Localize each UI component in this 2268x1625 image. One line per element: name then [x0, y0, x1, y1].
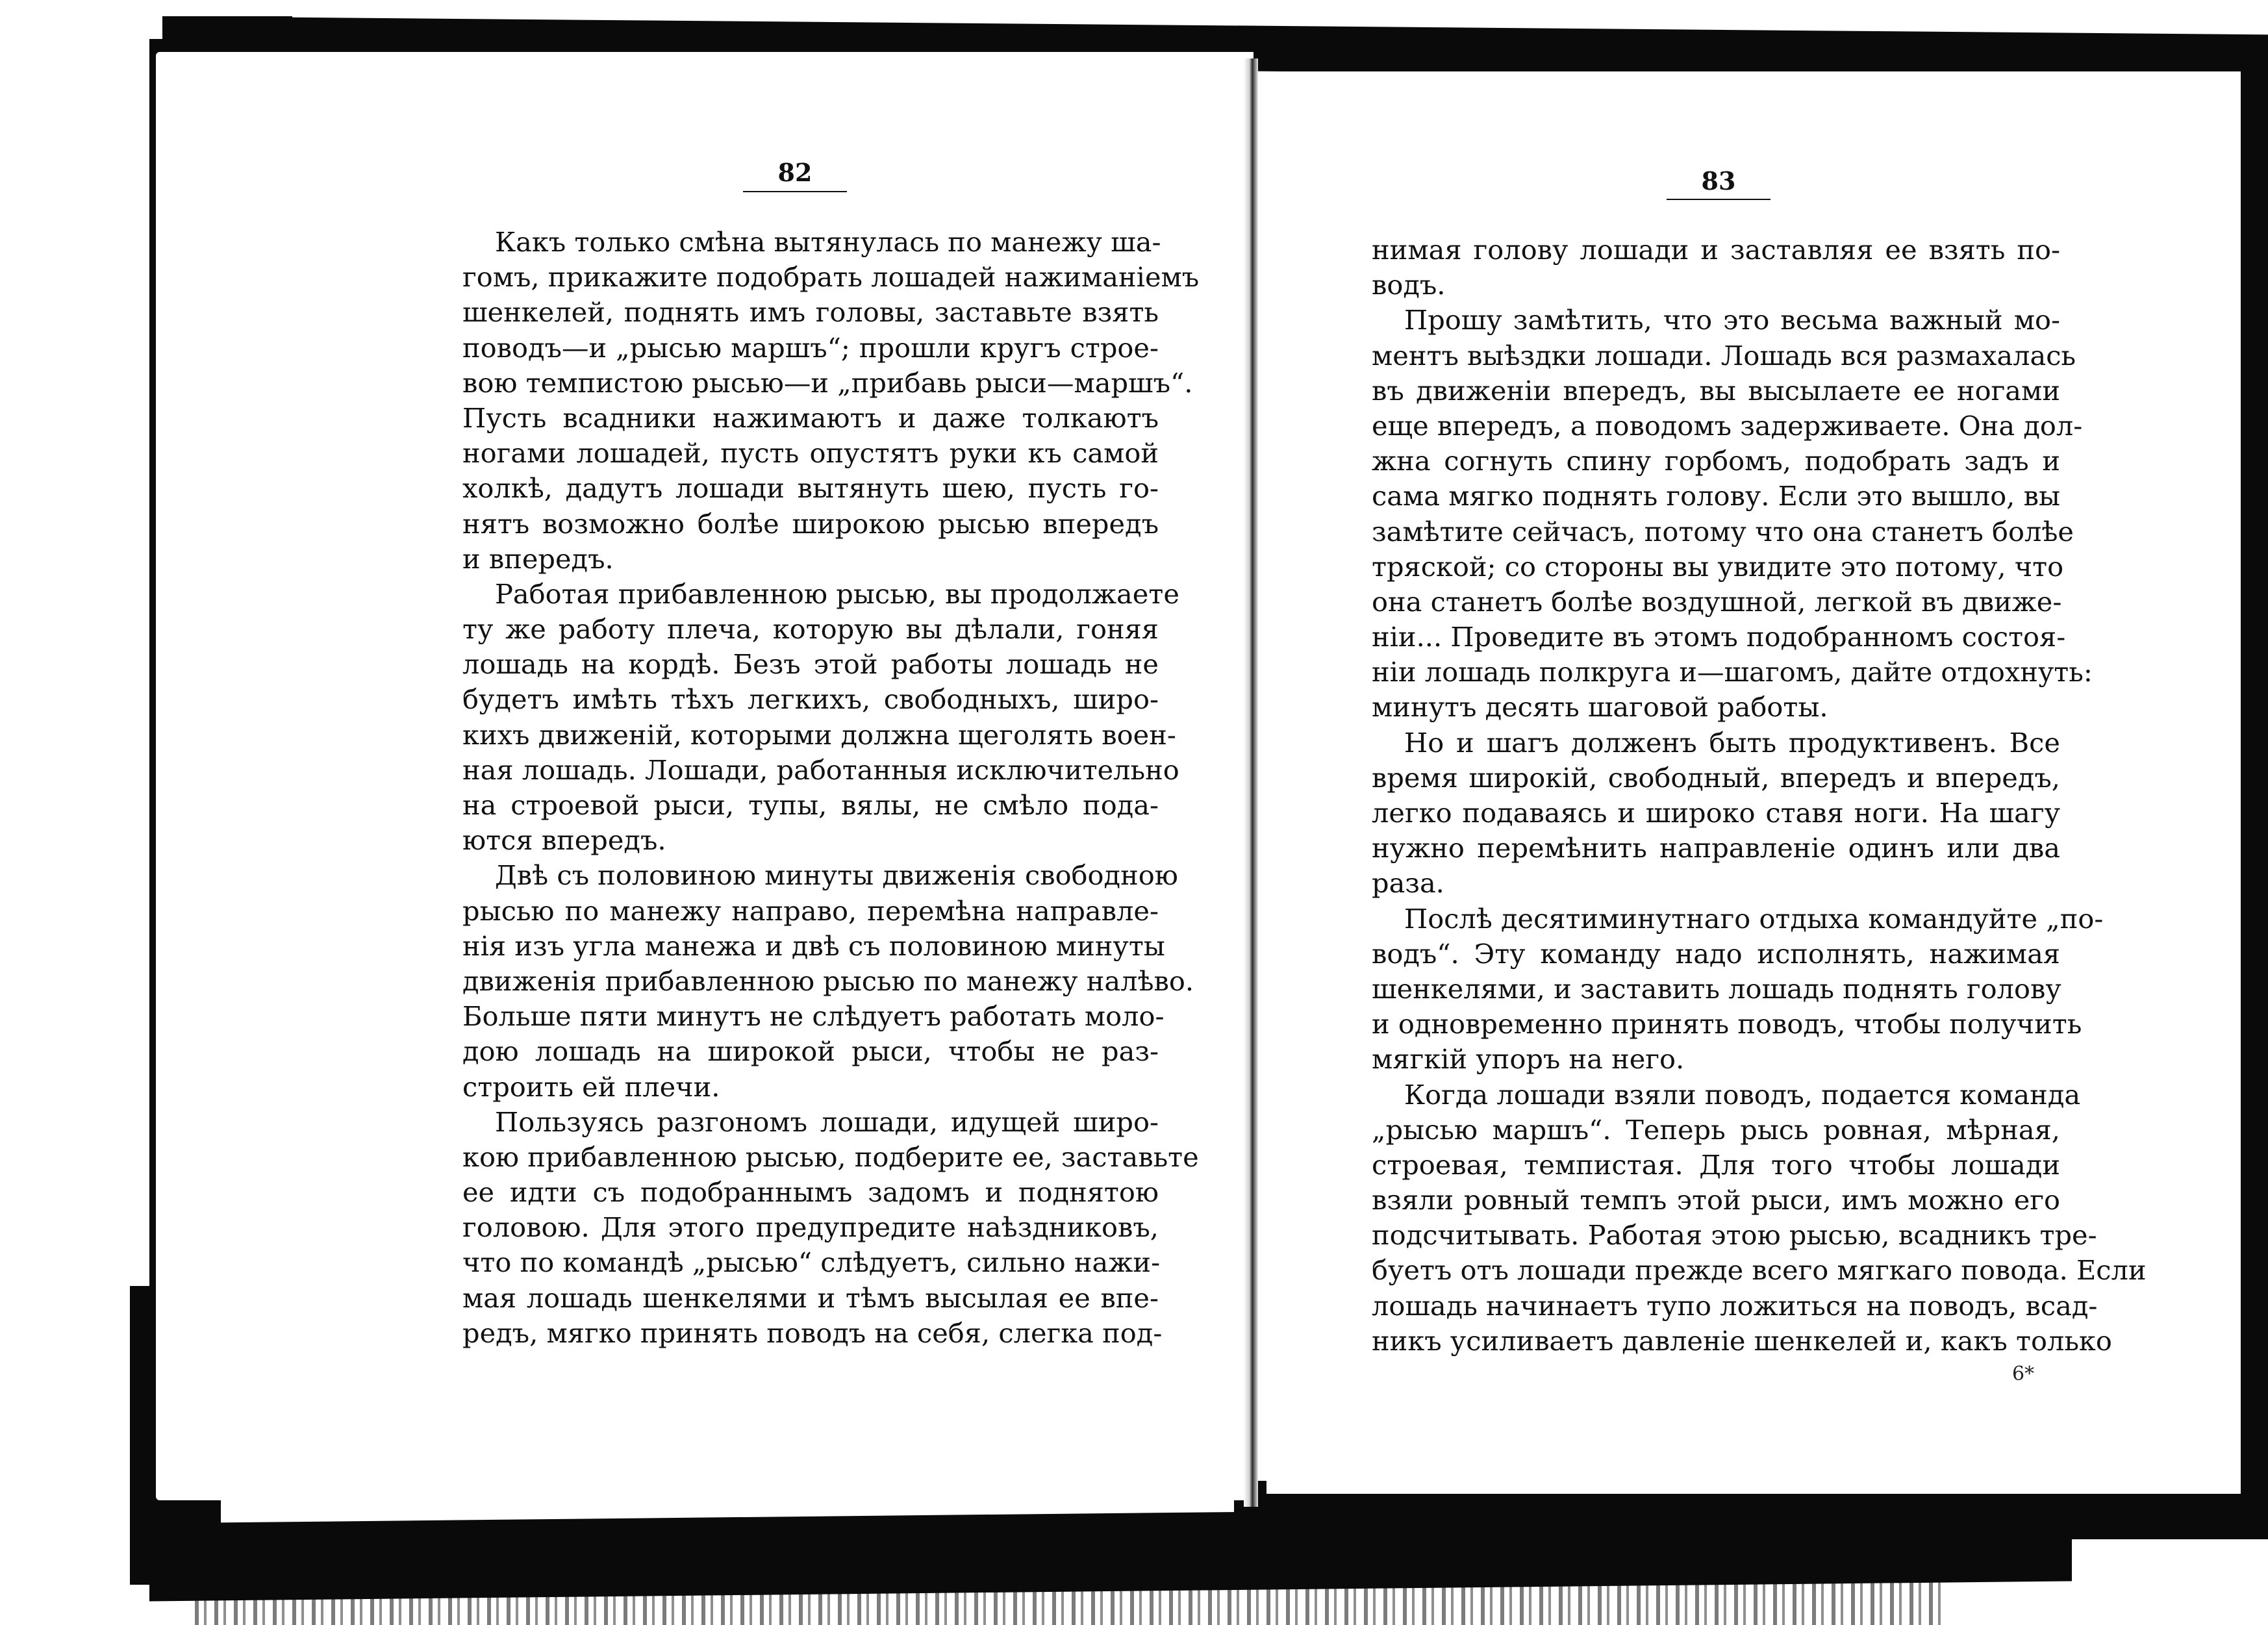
- text-line: раза.: [1372, 867, 1444, 900]
- text-line: ная лошадь. Лошади, работанныя исключительно: [462, 753, 1179, 786]
- text-line: шенкелями, и заставить лошадь поднять голову: [1372, 972, 2061, 1005]
- right-page-text: [1372, 233, 2147, 1359]
- text-line: движенія прибавленною рысью по манежу налѣво.: [462, 964, 1194, 997]
- text-line: головою. Для этого предупредите наѣздниковъ,: [462, 1211, 1159, 1244]
- text-line: ту же работу плеча, которую вы дѣлали, гоняя: [462, 613, 1159, 646]
- text-line: водъ.: [1372, 269, 1446, 301]
- text-line: кихъ движеній, которыми должна щеголять воен-: [462, 718, 1176, 751]
- punch-hole-top: [92, 457, 140, 505]
- left-page-number: 82: [777, 158, 813, 187]
- text-line: легко подаваясь и широко ставя ноги. На шагу: [1372, 797, 2060, 829]
- text-line: буетъ отъ лошади прежде всего мягкаго повода. Если: [1372, 1254, 2147, 1287]
- text-line: нія изъ угла манежа и двѣ съ половиною минуты: [462, 929, 1165, 962]
- text-line: подсчитывать. Работая этою рысью, всадникъ тре-: [1372, 1219, 2097, 1252]
- signature-mark: 6*: [2012, 1363, 2035, 1385]
- text-line: ногами лошадей, пусть опустятъ руки къ самой: [462, 437, 1159, 470]
- text-line: водъ“. Эту команду надо исполнять, нажимая: [1372, 937, 2060, 970]
- text-line: холкѣ, дадутъ лошади вытянуть шею, пусть го-: [462, 472, 1159, 505]
- left-page-rule: [743, 191, 847, 192]
- text-line: сама мягко поднять голову. Если это вышло, вы: [1372, 480, 2060, 512]
- text-line: и впередъ.: [462, 542, 614, 575]
- text-line: ніи... Проведите въ этомъ подобранномъ состоя-: [1372, 621, 2066, 653]
- text-line: жна согнуть спину горбомъ, подобрать задъ и: [1372, 445, 2060, 477]
- text-line: Двѣ съ половиною минуты движенія свободною: [495, 859, 1178, 892]
- text-line: гомъ, прикажите подобрать лошадей нажиманіемъ: [462, 261, 1200, 294]
- text-line: Пользуясь разгономъ лошади, идущей широ-: [495, 1105, 1159, 1138]
- text-line: на строевой рыси, тупы, вялы, не смѣло пода-: [462, 789, 1159, 821]
- text-line: нимая голову лошади и заставляя ее взять по-: [1372, 234, 2060, 266]
- text-line: кою прибавленною рысью, подберите ее, заставьте: [462, 1140, 1199, 1173]
- text-line: строевая, темпистая. Для того чтобы лошади: [1372, 1148, 2060, 1181]
- text-line: будетъ имѣть тѣхъ легкихъ, свободныхъ, широ-: [462, 683, 1159, 716]
- text-line: строить ей плечи.: [462, 1070, 720, 1103]
- text-line: редъ, мягко принять поводъ на себя, слегка под-: [462, 1316, 1163, 1349]
- text-line: лошадь начинаетъ тупо ложиться на поводъ, всад-: [1372, 1289, 2098, 1322]
- text-line: нужно перемѣнить направленіе одинъ или два: [1372, 832, 2060, 864]
- text-line: Работая прибавленною рысью, вы продолжаете: [495, 577, 1179, 610]
- text-line: дою лошадь на широкой рыси, чтобы не раз-: [462, 1035, 1159, 1068]
- punch-hole-bottom: [90, 1073, 138, 1121]
- text-line: нятъ возможно болѣе широкою рысью впередъ: [462, 507, 1159, 540]
- text-line: она станетъ болѣе воздушной, легкой въ движе-: [1372, 585, 2062, 618]
- text-line: Прошу замѣтить, что это весьма важный мо-: [1404, 304, 2060, 336]
- text-line: ментъ выѣздки лошади. Лошадь вся размахалась: [1372, 339, 2076, 372]
- text-line: Когда лошади взяли поводъ, подается команда: [1404, 1078, 2081, 1111]
- text-line: Послѣ десятиминутнаго отдыха командуйте „по-: [1404, 902, 2104, 935]
- text-line: Какъ только смѣна вытянулась по манежу ша-: [495, 226, 1161, 258]
- text-line: Больше пяти минутъ не слѣдуетъ работать моло-: [462, 1000, 1165, 1033]
- book-gutter: [1244, 58, 1258, 1507]
- text-line: лошадь на кордѣ. Безъ этой работы лошадь не: [462, 648, 1159, 681]
- text-line: ее идти съ подобраннымъ задомъ и поднятою: [462, 1176, 1159, 1209]
- text-line: въ движеніи впередъ, вы высылаете ее ногами: [1372, 374, 2060, 407]
- text-line: что по командѣ „рысью“ слѣдуетъ, сильно нажи-: [462, 1246, 1161, 1279]
- text-line: мая лошадь шенкелями и тѣмъ высылая ее впе-: [462, 1281, 1159, 1314]
- text-line: рысью по манежу направо, перемѣна направле-: [462, 894, 1159, 927]
- text-line: ются впередъ.: [462, 824, 666, 857]
- text-line: тряской; со стороны вы увидите это потому, что: [1372, 550, 2064, 583]
- left-page-text: [462, 225, 1200, 1351]
- text-line: мягкій упоръ на него.: [1372, 1043, 1685, 1076]
- right-page-number: 83: [1701, 166, 1736, 195]
- text-line: Но и шагъ долженъ быть продуктивенъ. Все: [1404, 726, 2060, 759]
- text-line: и одновременно принять поводъ, чтобы получить: [1372, 1008, 2082, 1040]
- text-line: поводъ—и „рысью маршъ“; прошли кругъ строе-: [462, 331, 1159, 364]
- right-page-rule: [1667, 199, 1770, 200]
- text-line: еще впередъ, а поводомъ задерживаете. Она дол-: [1372, 409, 2083, 442]
- text-line: минутъ десять шаговой работы.: [1372, 691, 1828, 724]
- text-line: никъ усиливаетъ давленіе шенкелей и, какъ только: [1372, 1324, 2112, 1357]
- text-line: вою темпистою рысью—и „прибавь рыси—маршъ“.: [462, 366, 1193, 399]
- text-line: взяли ровный темпъ этой рыси, имъ можно его: [1372, 1184, 2060, 1216]
- text-line: „рысью маршъ“. Теперь рысь ровная, мѣрная,: [1372, 1113, 2060, 1146]
- text-line: Пусть всадники нажимаютъ и даже толкаютъ: [462, 401, 1159, 434]
- text-line: время широкій, свободный, впередъ и впередъ,: [1372, 761, 2060, 794]
- text-line: шенкелей, поднять имъ головы, заставьте взять: [462, 296, 1159, 329]
- text-line: замѣтите сейчасъ, потому что она станетъ болѣе: [1372, 515, 2074, 548]
- text-line: ніи лошадь полкруга и—шагомъ, дайте отдохнуть:: [1372, 656, 2093, 688]
